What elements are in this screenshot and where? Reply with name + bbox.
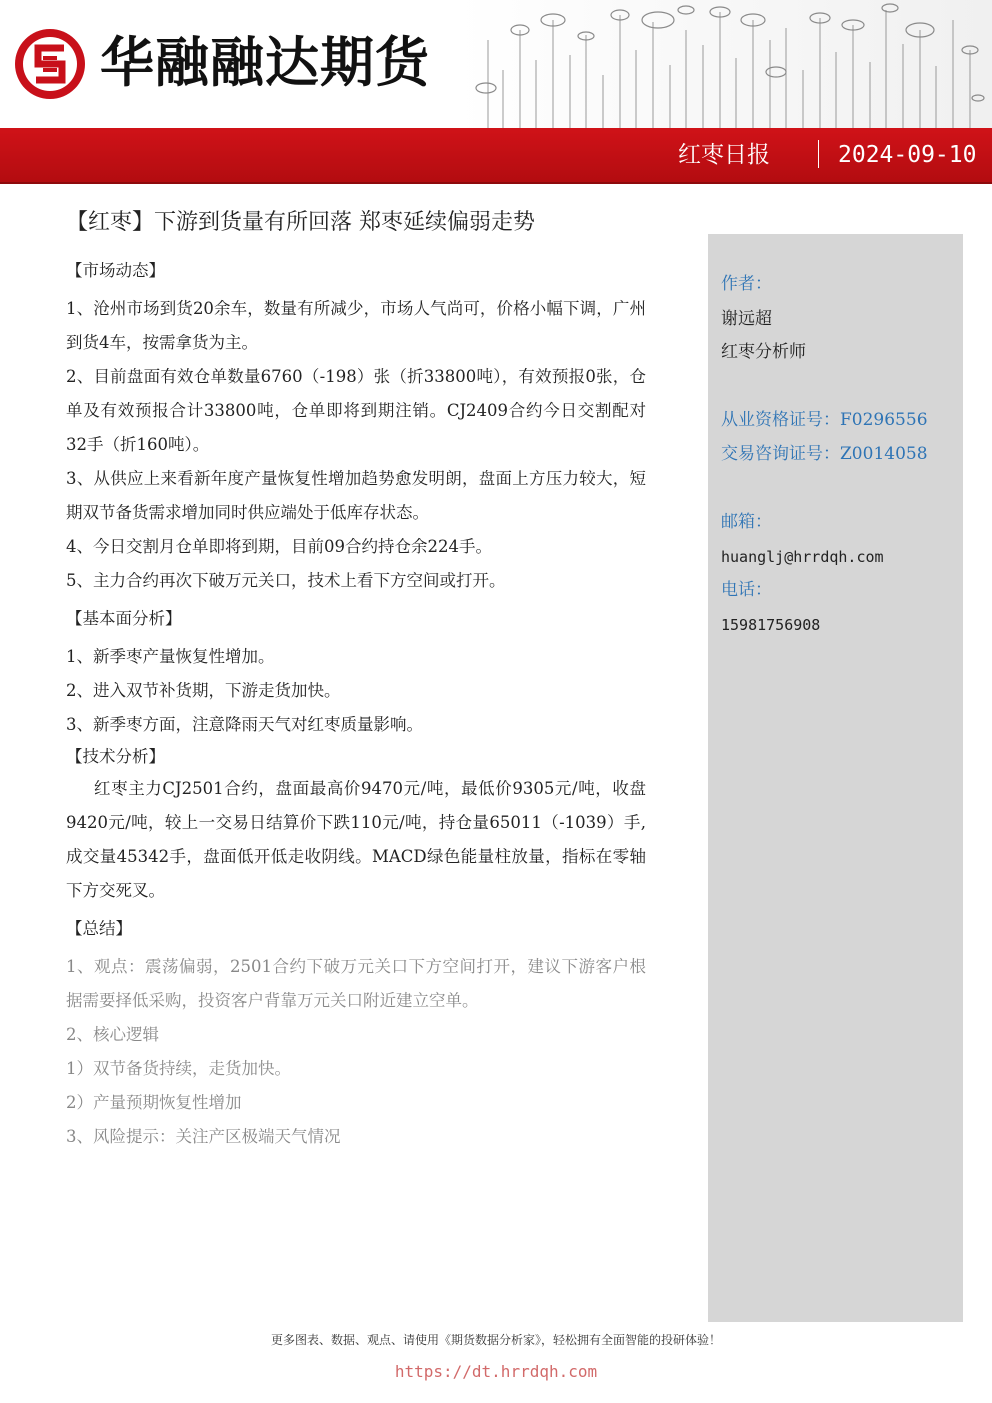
fundamental-item: 1、新季枣产量恢复性增加。	[66, 647, 275, 666]
company-logo-icon	[12, 26, 88, 102]
report-title-bar	[0, 128, 992, 184]
fundamental-item: 2、进入双节补货期，下游走货加快。	[66, 681, 341, 700]
summary-item: 2、核心逻辑	[66, 1025, 159, 1044]
summary-item: 2）产量预期恢复性增加	[66, 1093, 242, 1112]
decorative-lines-graphic	[458, 0, 992, 128]
author-role: 红枣分析师	[721, 342, 806, 362]
report-date: 2024-09-10	[838, 142, 977, 168]
author-name: 谢远超	[721, 309, 772, 329]
market-item: 4、今日交割月仓单即将到期，目前09合约持仓余224手。	[66, 537, 492, 556]
section-title-market: 【市场动态】	[66, 261, 165, 280]
market-item: 1、沧州市场到货20余车，数量有所减少，市场人气尚可，价格小幅下调，广州到货4车，按需拿货为主。	[66, 299, 646, 352]
summary-item: 3、风险提示：关注产区极端天气情况	[66, 1127, 341, 1146]
fundamental-item: 3、新季枣方面，注意降雨天气对红枣质量影响。	[66, 715, 423, 734]
section-title-fundamental: 【基本面分析】	[66, 609, 182, 628]
report-title: 红枣日报	[678, 142, 770, 168]
email-link[interactable]: huanglj@hrrdqh.com	[721, 548, 884, 566]
page-header	[0, 0, 992, 128]
email-label: 邮箱：	[721, 512, 772, 532]
summary-item: 1、观点：震荡偏弱，2501合约下破万元关口下方空间打开，建议下游客户根据需要择低采购，投资客户背靠万元关口附近建立空单。	[66, 957, 646, 1010]
footer-url-link[interactable]: https://dt.hrrdqh.com	[394, 1362, 598, 1381]
phone-number: 15981756908	[721, 616, 821, 634]
page-headline: 【红枣】下游到货量有所回落 郑枣延续偏弱走势	[66, 210, 535, 235]
technical-text: 红枣主力CJ2501合约，盘面最高价9470元/吨，最低价9305元/吨，收盘9420元/吨，较上一交易日结算价下跌110元/吨，持仓量65011（-1039）手,成交量45342手，盘面低开低走收阴线。MACD绿色能量柱放量，指标在零轴下方交死叉。	[66, 779, 646, 900]
market-item: 5、主力合约再次下破万元关口，技术上看下方空间或打开。	[66, 571, 506, 590]
section-title-summary: 【总结】	[66, 919, 132, 938]
phone-label: 电话：	[721, 580, 772, 600]
section-title-technical: 【技术分析】	[66, 747, 165, 766]
summary-item: 1）双节备货持续，走货加快。	[66, 1059, 291, 1078]
author-label: 作者：	[721, 274, 772, 294]
author-sidebar	[708, 234, 963, 1322]
license-number: 从业资格证号：F0296556	[721, 410, 928, 430]
consult-number: 交易咨询证号：Z0014058	[721, 444, 928, 464]
title-divider	[818, 140, 819, 168]
report-body	[66, 256, 646, 1154]
brand-name: 华融融达期货	[100, 31, 430, 94]
footer-note: 更多图表、数据、观点、请使用《期货数据分析家》，轻松拥有全面智能的投研体验！	[270, 1333, 721, 1347]
market-item: 3、从供应上来看新年度产量恢复性增加趋势愈发明朗，盘面上方压力较大，短期双节备货需求增加同时供应端处于低库存状态。	[66, 469, 646, 522]
market-item: 2、目前盘面有效仓单数量6760（-198）张（折33800吨），有效预报0张，仓单及有效预报合计33800吨，仓单即将到期注销。CJ2409合约今日交割配对32手（折160吨）。	[66, 367, 646, 454]
